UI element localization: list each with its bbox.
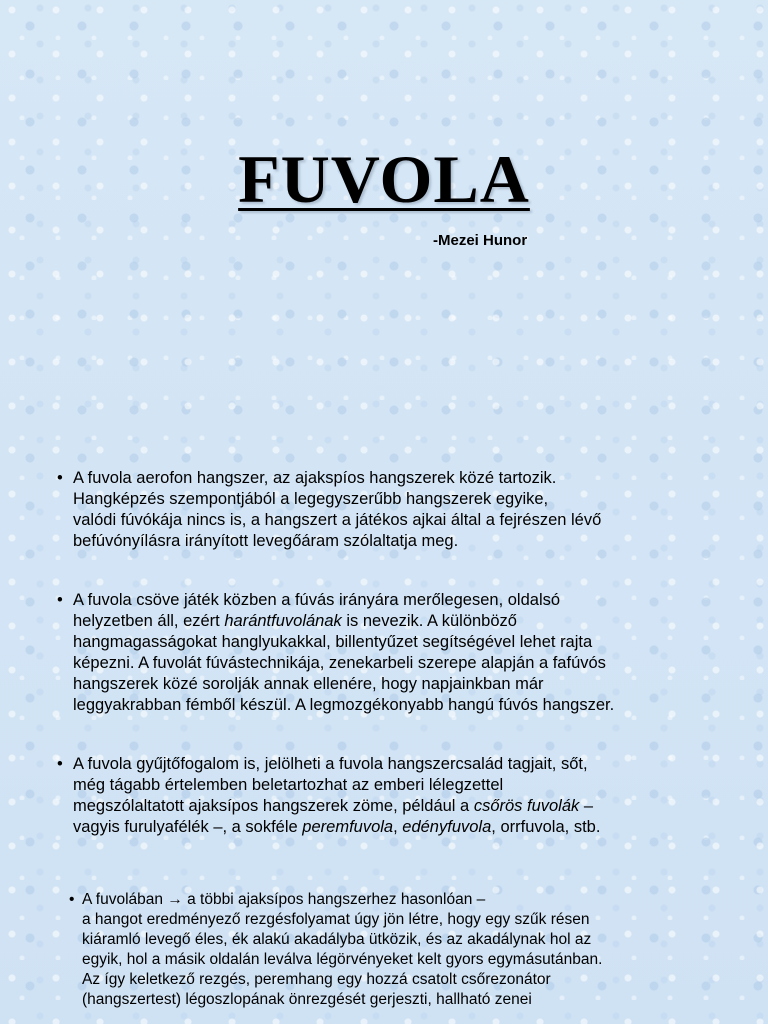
- text-run: Hangképzés szempontjából a legegyszerűbb hangszerek egyike,: [73, 490, 549, 508]
- text-run: leggyakrabban fémből készül. A legmozgékonyabb hangú fúvós hangszer.: [73, 696, 615, 714]
- bullet-dot-icon: •: [57, 591, 63, 609]
- bullet-line: [73, 468, 746, 489]
- bullet-line: [73, 590, 746, 611]
- bullet-line: [73, 611, 746, 632]
- text-run: még tágabb értelemben beletartozhat az emberi lélegzettel: [73, 776, 504, 794]
- bullet-line: [73, 674, 746, 695]
- bullet-line: [82, 910, 746, 930]
- text-run: valódi fúvókája nincs is, a hangszert a játékos ajkai által a fejrészen lévő: [73, 511, 602, 529]
- bullet-item: [56, 468, 746, 552]
- bullet-line: [82, 930, 746, 950]
- italic-term: harántfuvolának: [224, 612, 342, 630]
- bullet-line: [73, 632, 746, 653]
- bullet-item: [56, 754, 746, 838]
- text-run: hangszerek közé sorolják annak ellenére, hogy napjainkban már: [73, 675, 544, 693]
- text-run: , orrfuvola, stb.: [491, 818, 601, 836]
- text-run: A fuvola aerofon hangszer, az ajakspíos hangszerek közé tartozik.: [73, 469, 557, 487]
- text-run: A fuvola gyűjtőfogalom is, jelölheti a fuvola hangszercsalád tagjait, sőt,: [73, 755, 588, 773]
- italic-term: edényfuvola: [402, 818, 492, 836]
- bullet-line: [73, 531, 746, 552]
- italic-term: csőrös fuvolák: [473, 797, 580, 815]
- bullet-line: [73, 817, 746, 838]
- text-run: Az így keletkező rezgés, peremhang egy hozzá csatolt csőrezonátor: [82, 971, 551, 988]
- bullet-line: [73, 489, 746, 510]
- bullet-line: [82, 950, 746, 970]
- text-run: hangmagasságokat hanglyukakkal, billentyűzet segítségével lehet rajta: [73, 633, 593, 651]
- text-run: megszólaltatott ajaksípos hangszerek zöme, például a: [73, 797, 474, 815]
- bullet-line: [73, 796, 746, 817]
- slide-title: [0, 138, 768, 220]
- bullet-line: [73, 754, 746, 775]
- bullet-dot-icon: •: [57, 469, 63, 487]
- text-run: kiáramló levegő éles, ék alakú akadályba ütközik, és az akadálynak hol az: [82, 931, 592, 948]
- bullet-line: [73, 775, 746, 796]
- bullet-item: [68, 890, 746, 1010]
- bullet-line: [73, 510, 746, 531]
- bullet-line: [73, 695, 746, 716]
- bullet-line: [82, 890, 746, 910]
- text-run: is nevezik. A különböző: [341, 612, 517, 630]
- bullet-dot-icon: •: [57, 755, 63, 773]
- bullet-line: [73, 653, 746, 674]
- bullet-list: [56, 468, 746, 1010]
- italic-term: peremfuvola: [302, 818, 394, 836]
- bullet-item: [56, 590, 746, 716]
- bullet-line: [82, 970, 746, 990]
- bullet-dot-icon: •: [69, 891, 75, 908]
- text-run: (hangszertest) légoszlopának önrezgését gerjeszti, hallható zenei: [82, 991, 532, 1008]
- text-run: egyik, hol a másik oldalán leválva légörvényeket kelt gyors egymásutánban.: [82, 951, 603, 968]
- text-run: a hangot eredményező rezgésfolyamat úgy jön létre, hogy egy szűk résen: [82, 911, 590, 928]
- text-run: képezni. A fuvolát fúvástechnikája, zenekarbeli szerepe alapján a fafúvós: [73, 654, 606, 672]
- slide-title-text: FUVOLA: [238, 141, 530, 217]
- bullet-line: [82, 990, 746, 1010]
- text-run: vagyis furulyafélék –, a sokféle: [73, 818, 303, 836]
- text-run: A fuvolában → a többi ajaksípos hangszerhez hasonlóan –: [82, 891, 486, 908]
- text-run: A fuvola csöve játék közben a fúvás irányára merőlegesen, oldalsó: [73, 591, 561, 609]
- text-run: –: [579, 797, 594, 815]
- text-run: ,: [393, 818, 403, 836]
- text-run: helyzetben áll, ezért: [73, 612, 225, 630]
- text-run: befúvónyílásra irányított levegőáram szólaltatja meg.: [73, 532, 459, 550]
- author-name: -Mezei Hunor: [433, 232, 528, 249]
